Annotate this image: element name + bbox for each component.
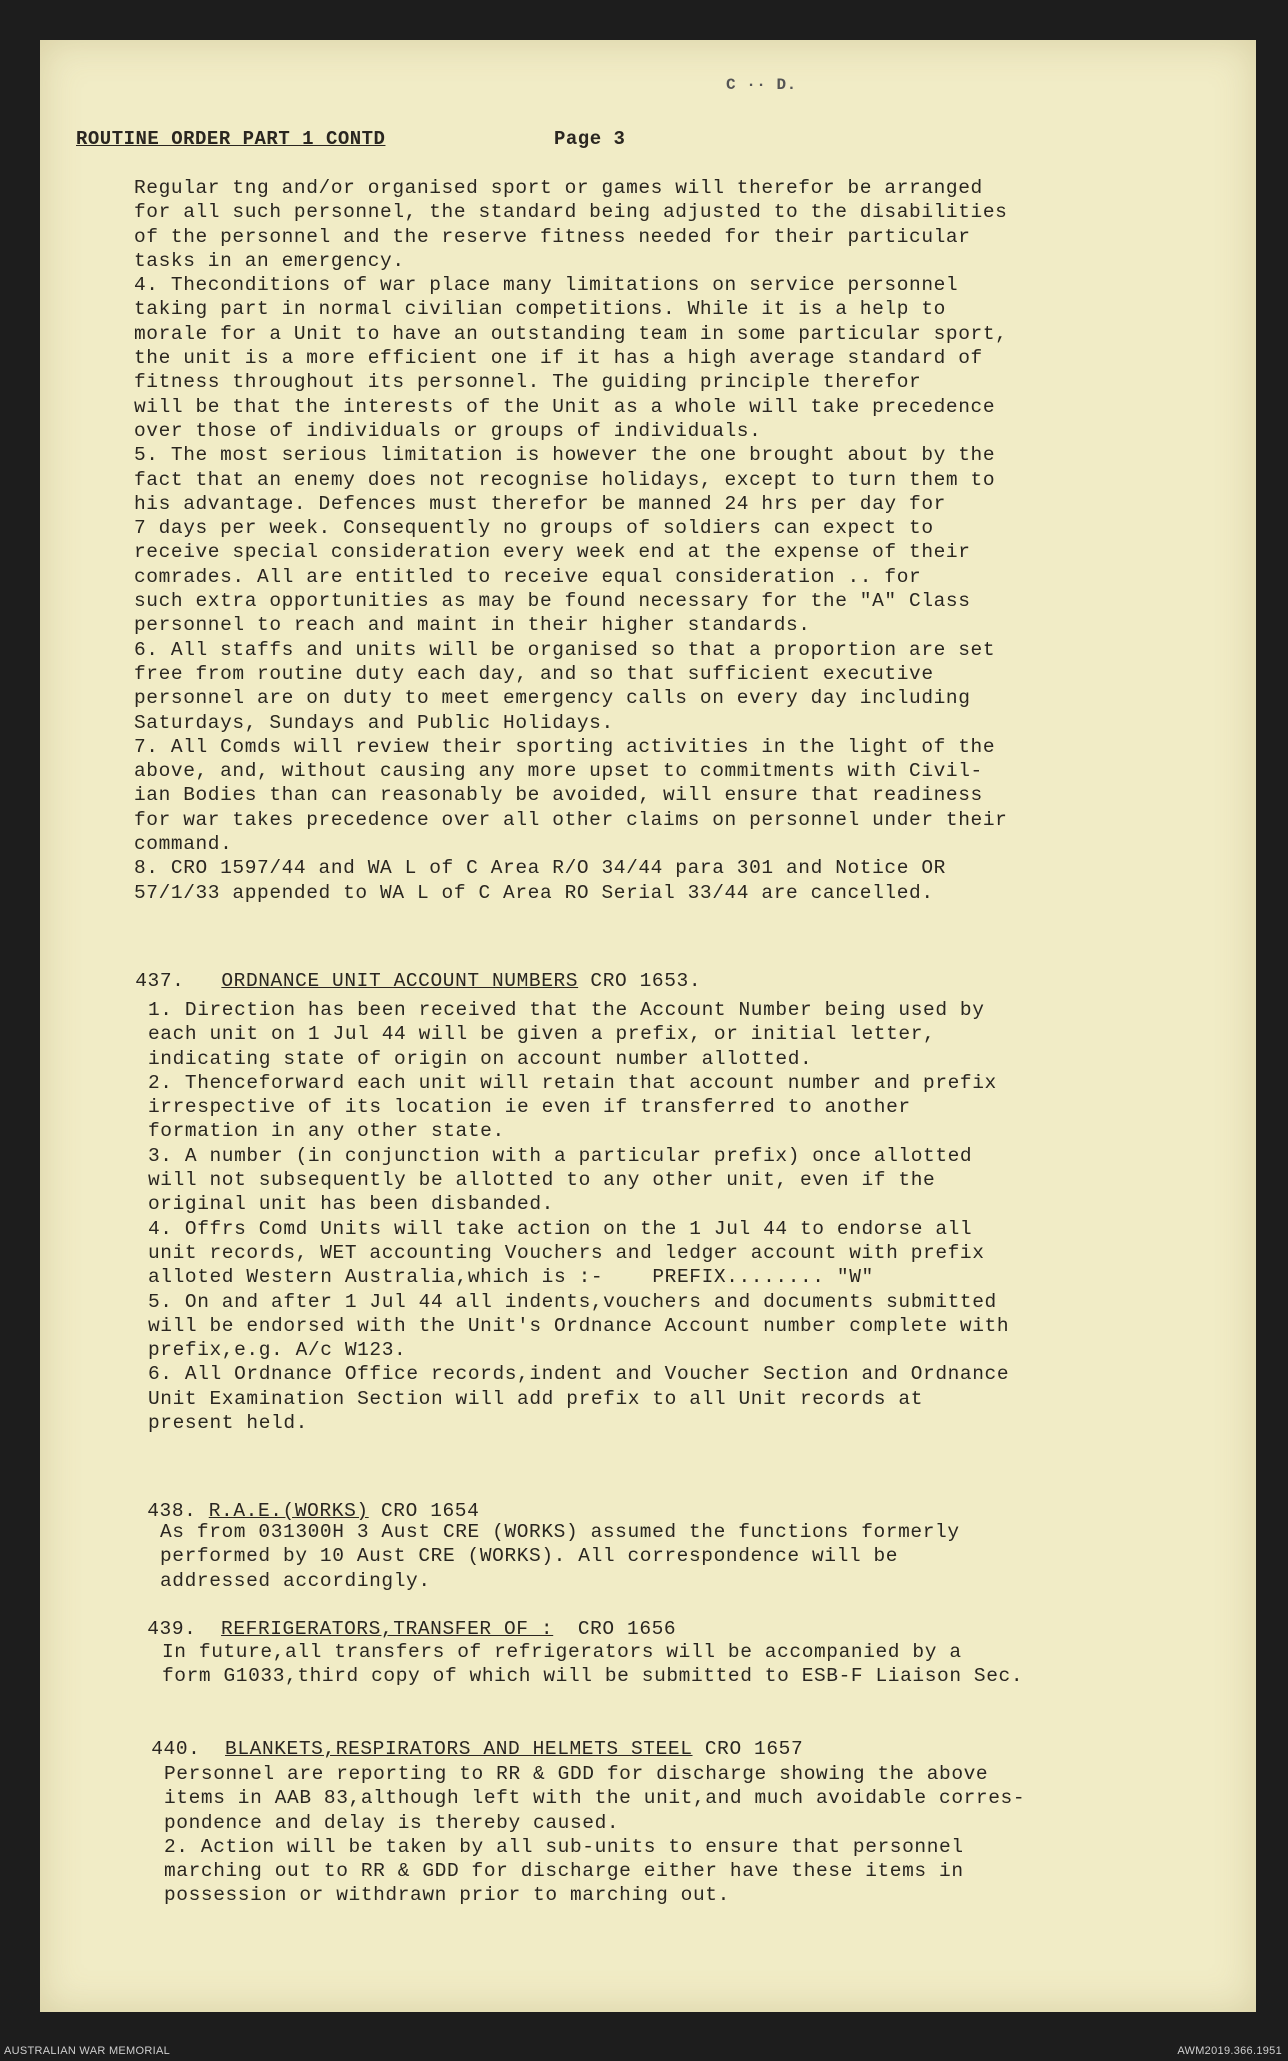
continuation-text xyxy=(134,176,1007,905)
footer-credit: AUSTRALIAN WAR MEMORIAL xyxy=(4,2045,171,2057)
text-line: alloted Western Australia,which is :- PREFIX........ "W" xyxy=(148,1266,874,1289)
text-line: tasks in an emergency. xyxy=(134,249,405,272)
text-line: 6. All Ordnance Office records,indent and Voucher Section and Ordnance xyxy=(148,1363,1010,1386)
page-number: Page 3 xyxy=(554,128,626,150)
text-line: Personnel are reporting to RR & GDD for discharge showing the above xyxy=(164,1763,989,1785)
text-line: 8. CRO 1597/44 and WA L of C Area R/O 34/44 para 301 and Notice OR xyxy=(134,857,946,880)
text-line: As from 031300H 3 Aust CRE (WORKS) assumed the functions formerly xyxy=(160,1521,960,1543)
text-line: In future,all transfers of refrigerators will be accompanied by a xyxy=(162,1641,962,1663)
section-title: R.A.E.(WORKS) xyxy=(208,1500,369,1522)
text-line: Saturdays, Sundays and Public Holidays. xyxy=(134,711,614,734)
text-line: for war takes precedence over all other claims on personnel under their xyxy=(134,808,1008,831)
text-line: Regular tng and/or organised sport or games will therefor be arranged xyxy=(134,177,983,199)
text-line: his advantage. Defences must therefor be manned 24 hrs per day for xyxy=(134,492,946,515)
section-number: 438. xyxy=(147,1500,197,1522)
routine-order-title: ROUTINE ORDER PART 1 CONTD xyxy=(76,128,386,150)
section-ref: CRO 1656 xyxy=(577,1618,677,1640)
text-line: 6. All staffs and units will be organised so that a proportion are set xyxy=(134,638,996,661)
text-line: performed by 10 Aust CRE (WORKS). All correspondence will be xyxy=(160,1545,899,1568)
text-line: 2. Action will be taken by all sub-units to ensure that personnel xyxy=(164,1835,964,1858)
text-line: morale for a Unit to have an outstanding team in some particular sport, xyxy=(134,322,1008,345)
text-line: for all such personnel, the standard being adjusted to the disabilities xyxy=(134,201,1008,224)
text-line: 2. Thenceforward each unit will retain that account number and prefix xyxy=(148,1071,997,1094)
footer-accession-number: AWM2019.366.1951 xyxy=(1177,2045,1282,2057)
text-line: 7. All Comds will review their sporting activities in the light of the xyxy=(134,735,996,758)
section-ref: CRO 1657 xyxy=(704,1738,804,1760)
top-marks: C ·· D. xyxy=(726,76,797,94)
text-line: free from routine duty each day, and so that sufficient executive xyxy=(134,662,934,685)
text-line: original unit has been disbanded. xyxy=(148,1193,554,1216)
section-439-body xyxy=(162,1640,1023,1689)
text-line: items in AAB 83,although left with the unit,and much avoidable corres- xyxy=(164,1787,1026,1810)
text-line: Unit Examination Section will add prefix to all Unit records at xyxy=(148,1387,924,1410)
text-line: prefix,e.g. A/c W123. xyxy=(148,1339,407,1362)
section-440-body xyxy=(164,1762,1025,1908)
text-line: addressed accordingly. xyxy=(160,1569,431,1592)
page-header xyxy=(76,76,1236,160)
text-line: personnel to reach and maint in their higher standards. xyxy=(134,614,811,637)
text-line: fitness throughout its personnel. The guiding principle therefor xyxy=(134,371,922,394)
text-line: possession or withdrawn prior to marching out. xyxy=(164,1884,730,1907)
text-line: 5. The most serious limitation is however the one brought about by the xyxy=(134,444,996,467)
section-title: BLANKETS,RESPIRATORS AND HELMETS STEEL xyxy=(225,1738,693,1760)
text-line: irrespective of its location ie even if transferred to another xyxy=(148,1096,911,1119)
text-line: will be that the interests of the Unit as a whole will take precedence xyxy=(134,395,996,418)
text-line: present held. xyxy=(148,1412,308,1435)
section-number: 440. xyxy=(151,1738,201,1760)
text-line: fact that an enemy does not recognise holidays, except to turn them to xyxy=(134,468,996,491)
text-line: will not subsequently be allotted to any other unit, even if the xyxy=(148,1169,936,1192)
section-title: ORDNANCE UNIT ACCOUNT NUMBERS xyxy=(221,970,579,992)
section-438-body xyxy=(160,1520,960,1593)
text-line: 3. A number (in conjunction with a particular prefix) once allotted xyxy=(148,1144,973,1167)
text-line: comrades. All are entitled to receive equal consideration .. for xyxy=(134,565,922,588)
text-line: pondence and delay is thereby caused. xyxy=(164,1811,620,1834)
text-line: over those of individuals or groups of individuals. xyxy=(134,419,762,442)
section-ref: CRO 1654 xyxy=(381,1500,480,1522)
text-line: 1. Direction has been received that the Account Number being used by xyxy=(148,999,985,1021)
text-line: command. xyxy=(134,833,233,856)
text-line: the unit is a more efficient one if it has a high average standard of xyxy=(134,347,983,370)
text-line: such extra opportunities as may be found necessary for the "A" Class xyxy=(134,590,971,613)
text-line: indicating state of origin on account number allotted. xyxy=(148,1047,813,1070)
section-437-body xyxy=(148,998,1009,1435)
document-page xyxy=(40,40,1256,2012)
text-line: taking part in normal civilian competitions. While it is a help to xyxy=(134,298,946,321)
text-line: will be endorsed with the Unit's Ordnance Account number complete with xyxy=(148,1314,1010,1337)
section-title: REFRIGERATORS,TRANSFER OF : xyxy=(221,1618,554,1640)
text-line: 4. Offrs Comd Units will take action on the 1 Jul 44 to endorse all xyxy=(148,1217,973,1240)
section-number: 439. xyxy=(147,1618,197,1640)
text-line: above, and, without causing any more upset to commitments with Civil- xyxy=(134,760,983,783)
text-line: 5. On and after 1 Jul 44 all indents,vouchers and documents submitted xyxy=(148,1290,997,1313)
text-line: personnel are on duty to meet emergency calls on every day including xyxy=(134,687,971,710)
section-number: 437. xyxy=(135,970,185,992)
text-line: of the personnel and the reserve fitness needed for their particular xyxy=(134,225,971,248)
text-line: 7 days per week. Consequently no groups of soldiers can expect to xyxy=(134,517,934,540)
text-line: formation in any other state. xyxy=(148,1120,505,1143)
text-line: form G1033,third copy of which will be submitted to ESB-F Liaison Sec. xyxy=(162,1665,1024,1688)
text-line: each unit on 1 Jul 44 will be given a prefix, or initial letter, xyxy=(148,1023,936,1046)
text-line: 57/1/33 appended to WA L of C Area RO Serial 33/44 are cancelled. xyxy=(134,881,934,904)
text-line: unit records, WET accounting Vouchers and ledger account with prefix xyxy=(148,1241,985,1264)
text-line: ian Bodies than can reasonably be avoided, will ensure that readiness xyxy=(134,784,983,807)
text-line: 4. Theconditions of war place many limitations on service personnel xyxy=(134,274,959,297)
text-line: marching out to RR & GDD for discharge either have these items in xyxy=(164,1860,964,1883)
text-line: receive special consideration every week end at the expense of their xyxy=(134,541,971,564)
section-ref: CRO 1653. xyxy=(590,970,702,992)
